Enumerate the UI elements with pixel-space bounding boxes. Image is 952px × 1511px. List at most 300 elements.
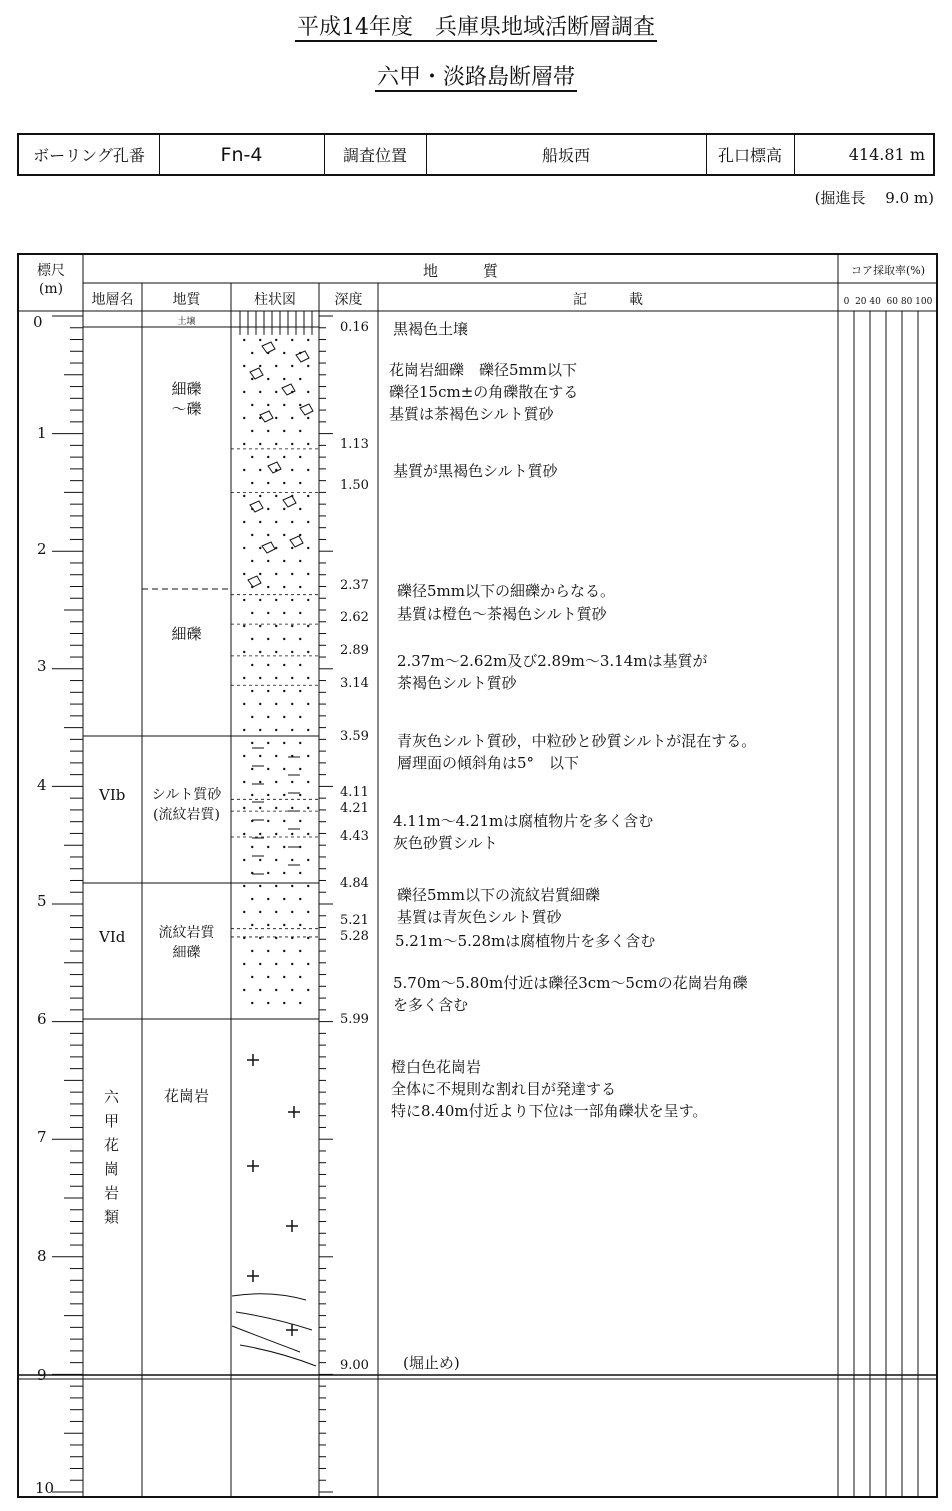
sand-dot bbox=[299, 560, 301, 562]
sand-dot bbox=[259, 625, 261, 627]
sand-dot bbox=[307, 469, 309, 471]
sand-dot bbox=[267, 352, 269, 354]
sand-dot bbox=[267, 976, 269, 978]
sand-dot bbox=[307, 651, 309, 653]
sand-dot bbox=[291, 781, 293, 783]
sand-dot bbox=[299, 976, 301, 978]
sand-dot bbox=[291, 365, 293, 367]
sand-dot bbox=[259, 417, 261, 419]
sand-dot bbox=[275, 677, 277, 679]
elevation-value: 414.81 m bbox=[848, 145, 925, 164]
sand-dot bbox=[275, 833, 277, 835]
sand-dot bbox=[307, 573, 309, 575]
sand-dot bbox=[267, 508, 269, 510]
description-line: 基質は青灰色シルト質砂 bbox=[397, 908, 562, 926]
sand-dot bbox=[275, 885, 277, 887]
sand-dot bbox=[299, 742, 301, 744]
sand-dot bbox=[275, 859, 277, 861]
sand-dot bbox=[283, 976, 285, 978]
depth-label: 3.14 bbox=[340, 676, 369, 691]
sand-dot bbox=[267, 482, 269, 484]
geology-header: 地 質 bbox=[422, 262, 498, 280]
boring-value: Fn-4 bbox=[220, 143, 263, 166]
sand-dot bbox=[251, 950, 253, 952]
description-line: 5.70m～5.80m付近は礫径3cm～5cmの花崗岩角礫 bbox=[393, 974, 748, 992]
sand-dot bbox=[267, 742, 269, 744]
fracture-line bbox=[236, 1312, 312, 1330]
scale-label: 4 bbox=[37, 776, 47, 794]
sand-dot bbox=[243, 963, 245, 965]
sand-dot bbox=[307, 625, 309, 627]
scale-label: 8 bbox=[37, 1247, 47, 1265]
sand-dot bbox=[251, 586, 253, 588]
sand-dot bbox=[267, 846, 269, 848]
sand-dot bbox=[267, 612, 269, 614]
sand-dot bbox=[267, 768, 269, 770]
sand-dot bbox=[307, 599, 309, 601]
sand-dot bbox=[267, 404, 269, 406]
location-label: 調査位置 bbox=[342, 146, 407, 165]
sand-dot bbox=[243, 339, 245, 341]
description-line: 礫径5mm以下の細礫からなる。 bbox=[397, 582, 615, 600]
sand-dot bbox=[267, 638, 269, 640]
sand-dot bbox=[251, 352, 253, 354]
sand-dot bbox=[243, 781, 245, 783]
sand-dot bbox=[283, 352, 285, 354]
sand-dot bbox=[251, 664, 253, 666]
sand-dot bbox=[259, 885, 261, 887]
sand-dot bbox=[243, 521, 245, 523]
sand-dot bbox=[283, 872, 285, 874]
sand-dot bbox=[299, 898, 301, 900]
sand-dot bbox=[251, 456, 253, 458]
sand-dot bbox=[299, 430, 301, 432]
sand-dot bbox=[267, 664, 269, 666]
sand-dot bbox=[291, 391, 293, 393]
sand-dot bbox=[275, 625, 277, 627]
sand-dot bbox=[283, 742, 285, 744]
description-line: 基質は茶褐色シルト質砂 bbox=[389, 405, 554, 423]
sand-dot bbox=[251, 1002, 253, 1004]
sand-dot bbox=[299, 794, 301, 796]
sand-dot bbox=[251, 794, 253, 796]
sand-dot bbox=[299, 768, 301, 770]
page-title: 平成14年度 兵庫県地域活断層調査 bbox=[297, 15, 655, 40]
scale-label: 7 bbox=[37, 1128, 47, 1146]
sand-dot bbox=[283, 378, 285, 380]
description-header: 記 載 bbox=[573, 292, 643, 308]
formation-header: 地層名 bbox=[91, 292, 134, 308]
sand-dot bbox=[251, 768, 253, 770]
sand-dot bbox=[251, 534, 253, 536]
formation-name-rokko: 六 甲 花 崗 岩 類 bbox=[104, 1088, 120, 1226]
sand-dot bbox=[299, 482, 301, 484]
sand-dot bbox=[275, 963, 277, 965]
sand-dot bbox=[275, 547, 277, 549]
sand-dot bbox=[275, 703, 277, 705]
sand-dot bbox=[275, 521, 277, 523]
sand-dot bbox=[299, 950, 301, 952]
sand-dot bbox=[275, 937, 277, 939]
sand-dot bbox=[259, 495, 261, 497]
sand-dot bbox=[307, 755, 309, 757]
sand-dot bbox=[299, 586, 301, 588]
sand-dot bbox=[267, 690, 269, 692]
column-header: 柱状図 bbox=[254, 292, 296, 308]
pebble-symbol bbox=[282, 384, 295, 395]
sand-dot bbox=[259, 651, 261, 653]
sand-dot bbox=[307, 963, 309, 965]
sand-dot bbox=[291, 651, 293, 653]
sand-dot bbox=[259, 339, 261, 341]
pebble-symbol bbox=[248, 576, 261, 587]
description-line: 灰色砂質シルト bbox=[393, 834, 498, 852]
sand-dot bbox=[259, 911, 261, 913]
scale-label: 9 bbox=[37, 1366, 47, 1384]
sand-dot bbox=[251, 560, 253, 562]
sand-dot bbox=[259, 599, 261, 601]
sand-dot bbox=[259, 781, 261, 783]
depth-label: 5.21 bbox=[340, 913, 369, 928]
sand-dot bbox=[291, 963, 293, 965]
sand-dot bbox=[243, 495, 245, 497]
scale-label: 5 bbox=[37, 892, 47, 910]
depth-label: 5.28 bbox=[340, 929, 369, 944]
sand-dot bbox=[243, 547, 245, 549]
sand-dot bbox=[307, 391, 309, 393]
sand-dot bbox=[243, 989, 245, 991]
sand-dot bbox=[259, 677, 261, 679]
sand-dot bbox=[243, 885, 245, 887]
sand-dot bbox=[299, 612, 301, 614]
sand-dot bbox=[243, 469, 245, 471]
sand-dot bbox=[299, 456, 301, 458]
core-ticks: 0 20 40 60 80 100 bbox=[843, 297, 933, 307]
pebble-symbol bbox=[300, 404, 313, 415]
sand-dot bbox=[243, 755, 245, 757]
sand-dot bbox=[243, 833, 245, 835]
sand-dot bbox=[283, 534, 285, 536]
sand-dot bbox=[275, 443, 277, 445]
sand-dot bbox=[307, 885, 309, 887]
sand-dot bbox=[243, 729, 245, 731]
depth-label: 3.59 bbox=[340, 729, 369, 744]
sand-dot bbox=[259, 755, 261, 757]
depth-label: 4.11 bbox=[340, 785, 369, 800]
description-line: を多く含む bbox=[393, 996, 469, 1014]
sand-dot bbox=[251, 378, 253, 380]
description-line: 5.21m～5.28mは腐植物片を多く含む bbox=[395, 932, 656, 950]
sand-dot bbox=[291, 443, 293, 445]
sand-dot bbox=[283, 638, 285, 640]
pebble-symbol bbox=[262, 342, 275, 353]
sand-dot bbox=[291, 339, 293, 341]
sand-dot bbox=[307, 937, 309, 939]
sand-dot bbox=[291, 989, 293, 991]
sand-dot bbox=[283, 508, 285, 510]
lithology-gravel: 細礫 ～礫 bbox=[171, 380, 202, 418]
core-header: コア採取率(%) bbox=[850, 264, 926, 277]
sand-dot bbox=[299, 820, 301, 822]
sand-dot bbox=[243, 391, 245, 393]
description-line: 花崗岩細礫 礫径5mm以下 bbox=[389, 361, 577, 379]
page-subtitle: 六甲・淡路島断層帯 bbox=[376, 65, 575, 90]
depth-label: 0.16 bbox=[340, 320, 369, 335]
sand-dot bbox=[275, 573, 277, 575]
description-end: (堀止め) bbox=[403, 1354, 460, 1372]
sand-dot bbox=[251, 638, 253, 640]
sand-dot bbox=[259, 989, 261, 991]
depth-label: 4.43 bbox=[340, 829, 369, 844]
scale-label: 10 bbox=[35, 1479, 55, 1497]
sand-dot bbox=[283, 846, 285, 848]
sand-dot bbox=[275, 599, 277, 601]
depth-label: 4.21 bbox=[340, 801, 369, 816]
depth-label: 9.00 bbox=[340, 1358, 369, 1373]
sand-dot bbox=[243, 937, 245, 939]
scale-label: 2 bbox=[37, 540, 47, 558]
sand-dot bbox=[243, 911, 245, 913]
sand-dot bbox=[307, 339, 309, 341]
sand-dot bbox=[283, 768, 285, 770]
sand-dot bbox=[243, 807, 245, 809]
location-value: 船坂西 bbox=[541, 146, 590, 165]
sand-dot bbox=[299, 924, 301, 926]
sand-dot bbox=[307, 833, 309, 835]
sand-dot bbox=[291, 729, 293, 731]
sand-dot bbox=[307, 859, 309, 861]
fracture-line bbox=[232, 1294, 306, 1300]
sand-dot bbox=[291, 547, 293, 549]
sand-dot bbox=[251, 742, 253, 744]
sand-dot bbox=[259, 521, 261, 523]
sand-dot bbox=[299, 872, 301, 874]
lithology-granite: 花崗岩 bbox=[163, 1087, 209, 1105]
pebble-symbol bbox=[250, 501, 263, 512]
sand-dot bbox=[291, 599, 293, 601]
sand-dot bbox=[259, 469, 261, 471]
description-line: 橙白色花崗岩 bbox=[391, 1058, 482, 1076]
sand-dot bbox=[307, 521, 309, 523]
sand-dot bbox=[251, 404, 253, 406]
sand-dot bbox=[267, 586, 269, 588]
sand-dot bbox=[243, 703, 245, 705]
pebble-symbol bbox=[290, 536, 303, 547]
sand-dot bbox=[283, 690, 285, 692]
depth-label: 5.99 bbox=[340, 1012, 369, 1027]
description-line: 全体に不規則な割れ目が発達する bbox=[391, 1080, 617, 1098]
sand-dot bbox=[291, 911, 293, 913]
scale-label: 6 bbox=[37, 1010, 47, 1028]
sand-dot bbox=[243, 417, 245, 419]
sand-dot bbox=[307, 365, 309, 367]
sand-dot bbox=[299, 378, 301, 380]
sand-dot bbox=[291, 807, 293, 809]
sand-dot bbox=[259, 703, 261, 705]
formation-name: VIb bbox=[99, 786, 126, 804]
sand-dot bbox=[307, 703, 309, 705]
sand-dot bbox=[299, 716, 301, 718]
sand-dot bbox=[299, 690, 301, 692]
sand-dot bbox=[275, 781, 277, 783]
sand-dot bbox=[283, 612, 285, 614]
sand-dot bbox=[259, 963, 261, 965]
sand-dot bbox=[283, 482, 285, 484]
sand-dot bbox=[251, 846, 253, 848]
lithology-rhyolite: 流紋岩質 細礫 bbox=[158, 925, 215, 961]
sand-dot bbox=[259, 391, 261, 393]
sand-dot bbox=[275, 755, 277, 757]
sand-dot bbox=[243, 677, 245, 679]
scale-label: 1 bbox=[37, 424, 47, 442]
sand-dot bbox=[283, 716, 285, 718]
sand-dot bbox=[251, 612, 253, 614]
drill-length: (掘進長 9.0 m) bbox=[814, 189, 934, 207]
pebble-symbol bbox=[260, 411, 273, 422]
sand-dot bbox=[275, 807, 277, 809]
sand-dot bbox=[259, 573, 261, 575]
sand-dot bbox=[299, 638, 301, 640]
description-line: 青灰色シルト質砂，中粒砂と砂質シルトが混在する。 bbox=[397, 732, 757, 750]
description-line: 4.11m～4.21mは腐植物片を多く含む bbox=[393, 812, 654, 830]
description-line: 基質は橙色～茶褐色シルト質砂 bbox=[397, 605, 607, 623]
sand-dot bbox=[267, 872, 269, 874]
sand-dot bbox=[259, 859, 261, 861]
description-line: 礫径15cm±の角礫散在する bbox=[389, 383, 579, 401]
sand-dot bbox=[275, 989, 277, 991]
sand-dot bbox=[251, 690, 253, 692]
scale-label: 3 bbox=[37, 657, 47, 675]
sand-dot bbox=[251, 716, 253, 718]
sand-dot bbox=[243, 443, 245, 445]
sand-dot bbox=[299, 1002, 301, 1004]
sand-dot bbox=[275, 651, 277, 653]
boring-label: ボーリング孔番 bbox=[33, 146, 145, 165]
sand-dot bbox=[259, 833, 261, 835]
sand-dot bbox=[259, 443, 261, 445]
sand-dot bbox=[283, 950, 285, 952]
sand-dot bbox=[275, 339, 277, 341]
sand-dot bbox=[291, 703, 293, 705]
pebble-symbol bbox=[283, 496, 296, 507]
lithology-soil: 土壌 bbox=[177, 317, 196, 327]
sand-dot bbox=[267, 820, 269, 822]
pebble-symbol bbox=[268, 462, 281, 473]
description-line: 茶褐色シルト質砂 bbox=[397, 674, 517, 692]
sand-dot bbox=[283, 820, 285, 822]
lithology-silty-sand: シルト質砂 (流紋岩質) bbox=[151, 787, 222, 823]
sand-dot bbox=[259, 807, 261, 809]
fracture-line bbox=[240, 1345, 316, 1366]
sand-dot bbox=[291, 521, 293, 523]
sand-dot bbox=[291, 495, 293, 497]
scale-label: 0 bbox=[33, 313, 43, 331]
sand-dot bbox=[291, 937, 293, 939]
sand-dot bbox=[291, 469, 293, 471]
sand-dot bbox=[283, 456, 285, 458]
scale-header: 標尺 (m) bbox=[37, 263, 65, 297]
sand-dot bbox=[283, 430, 285, 432]
sand-dot bbox=[283, 924, 285, 926]
depth-label: 2.37 bbox=[340, 578, 369, 593]
sand-dot bbox=[275, 911, 277, 913]
sand-dot bbox=[291, 859, 293, 861]
sand-dot bbox=[267, 560, 269, 562]
sand-dot bbox=[259, 365, 261, 367]
formation-name: VId bbox=[99, 928, 126, 946]
sand-dot bbox=[307, 989, 309, 991]
sand-dot bbox=[251, 508, 253, 510]
sand-dot bbox=[267, 456, 269, 458]
description-line: 礫径5mm以下の流紋岩質細礫 bbox=[397, 886, 600, 904]
sand-dot bbox=[243, 859, 245, 861]
sand-dot bbox=[299, 404, 301, 406]
sand-dot bbox=[251, 976, 253, 978]
sand-dot bbox=[267, 430, 269, 432]
sand-dot bbox=[267, 716, 269, 718]
sand-dot bbox=[307, 495, 309, 497]
sand-dot bbox=[299, 508, 301, 510]
description-line: 層理面の傾斜角は5° 以下 bbox=[397, 754, 580, 772]
sand-dot bbox=[291, 625, 293, 627]
sand-dot bbox=[283, 898, 285, 900]
sand-dot bbox=[267, 378, 269, 380]
sand-dot bbox=[307, 911, 309, 913]
sand-dot bbox=[283, 586, 285, 588]
sand-dot bbox=[283, 560, 285, 562]
depth-label: 4.84 bbox=[340, 876, 369, 891]
sand-dot bbox=[307, 417, 309, 419]
sand-dot bbox=[251, 924, 253, 926]
sand-dot bbox=[267, 534, 269, 536]
sand-dot bbox=[299, 352, 301, 354]
sand-dot bbox=[267, 898, 269, 900]
sand-dot bbox=[275, 365, 277, 367]
sand-dot bbox=[275, 729, 277, 731]
depth-label: 2.89 bbox=[340, 643, 369, 658]
sand-dot bbox=[275, 417, 277, 419]
sand-dot bbox=[243, 573, 245, 575]
sand-dot bbox=[291, 677, 293, 679]
sand-dot bbox=[291, 417, 293, 419]
sand-dot bbox=[243, 599, 245, 601]
sand-dot bbox=[259, 729, 261, 731]
sand-dot bbox=[251, 430, 253, 432]
description-line: 特に8.40m付近より下位は一部角礫状を呈す。 bbox=[391, 1102, 708, 1120]
sand-dot bbox=[259, 547, 261, 549]
sand-dot bbox=[307, 807, 309, 809]
lithology-fine-gravel: 細礫 bbox=[171, 625, 202, 643]
sand-dot bbox=[251, 898, 253, 900]
sand-dot bbox=[275, 391, 277, 393]
sand-dot bbox=[275, 469, 277, 471]
sand-dot bbox=[307, 781, 309, 783]
sand-dot bbox=[291, 885, 293, 887]
sand-dot bbox=[267, 794, 269, 796]
sand-dot bbox=[299, 534, 301, 536]
pebble-symbol bbox=[296, 351, 309, 362]
depth-label: 1.50 bbox=[340, 478, 369, 493]
depth-label: 2.62 bbox=[340, 610, 369, 625]
sand-dot bbox=[283, 794, 285, 796]
sand-dot bbox=[267, 1002, 269, 1004]
sand-dot bbox=[307, 677, 309, 679]
sand-dot bbox=[291, 833, 293, 835]
pebble-symbol bbox=[250, 368, 263, 379]
description-line: 黒褐色土壌 bbox=[393, 320, 469, 338]
depth-label: 1.13 bbox=[340, 437, 369, 452]
lithology-header: 地質 bbox=[172, 292, 201, 308]
